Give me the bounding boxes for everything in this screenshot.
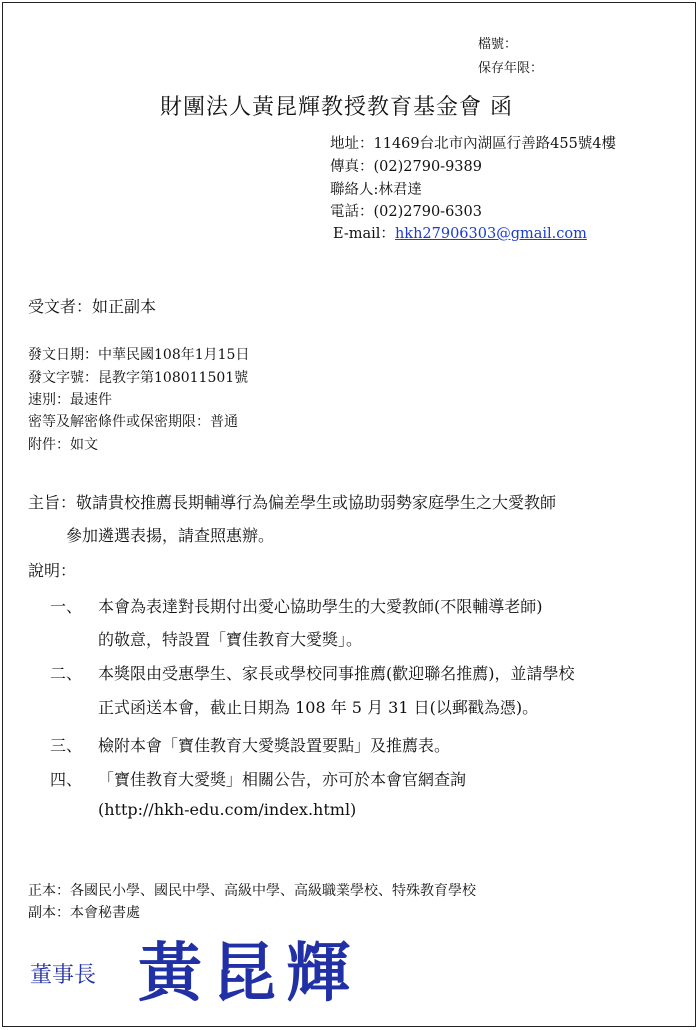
confidentiality: 密等及解密條件或保密期限：普通 [28, 414, 238, 430]
retention-label: 保存年限： [478, 61, 544, 76]
item-url[interactable]: (http://hkh-edu.com/index.html) [98, 800, 357, 819]
email-label: E-mail： [333, 226, 395, 242]
speed-class: 速別：最速件 [28, 392, 112, 408]
contact-person: 聯絡人:林君達 [330, 182, 422, 198]
item-line-1: 本會為表達對長期付出愛心協助學生的大愛教師(不限輔導老師) [98, 597, 543, 616]
item-number: 二、 [50, 664, 83, 683]
document-number: 發文字號：昆教字第108011501號 [28, 370, 249, 386]
recipient: 受文者：如正副本 [28, 297, 157, 316]
subject-line-2: 參加遴選表揚，請查照惠辦。 [66, 526, 275, 545]
fax: 傳真：(02)2790-9389 [330, 159, 482, 175]
item-line-2: 正式函送本會，截止日期為 108 年 5 月 31 日(以郵戳為憑)。 [98, 698, 539, 717]
chairman-title: 董事長 [30, 963, 97, 988]
item-line-2: 的敬意，特設置「寶佳教育大愛獎」。 [98, 630, 363, 649]
distribution-main: 正本：各國民小學、國民中學、高級中學、高級職業學校、特殊教育學校 [28, 883, 476, 899]
phone: 電話：(02)2790-6303 [330, 204, 482, 220]
distribution-copy: 副本：本會秘書處 [28, 905, 140, 921]
email-link[interactable]: hkh27906303@gmail.com [394, 226, 587, 242]
subject-line-1: 主旨：敬請貴校推薦長期輔導行為偏差學生或協助弱勢家庭學生之大愛教師 [28, 493, 557, 512]
item-line-1: 檢附本會「寶佳教育大愛獎設置要點」及推薦表。 [98, 736, 451, 755]
item-line-1: 本獎限由受惠學生、家長或學校同事推薦(歡迎聯名推薦)，並請學校 [98, 664, 575, 683]
item-number: 一、 [50, 597, 83, 616]
email-row [333, 222, 587, 243]
issue-date: 發文日期：中華民國108年1月15日 [28, 347, 250, 363]
chairman-name-stamp: 黃昆輝 [138, 936, 360, 1011]
item-line-1: 「寶佳教育大愛獎」相關公告，亦可於本會官網查詢 [98, 770, 467, 789]
file-number-label: 檔號： [478, 37, 518, 52]
attachment: 附件：如文 [28, 437, 98, 453]
item-number: 四、 [50, 770, 83, 789]
explanation-label: 說明： [28, 561, 77, 580]
document-title: 財團法人黃昆輝教授教育基金會 函 [160, 95, 513, 120]
item-number: 三、 [50, 736, 83, 755]
address: 地址：11469台北市內湖區行善路455號4樓 [330, 136, 617, 152]
